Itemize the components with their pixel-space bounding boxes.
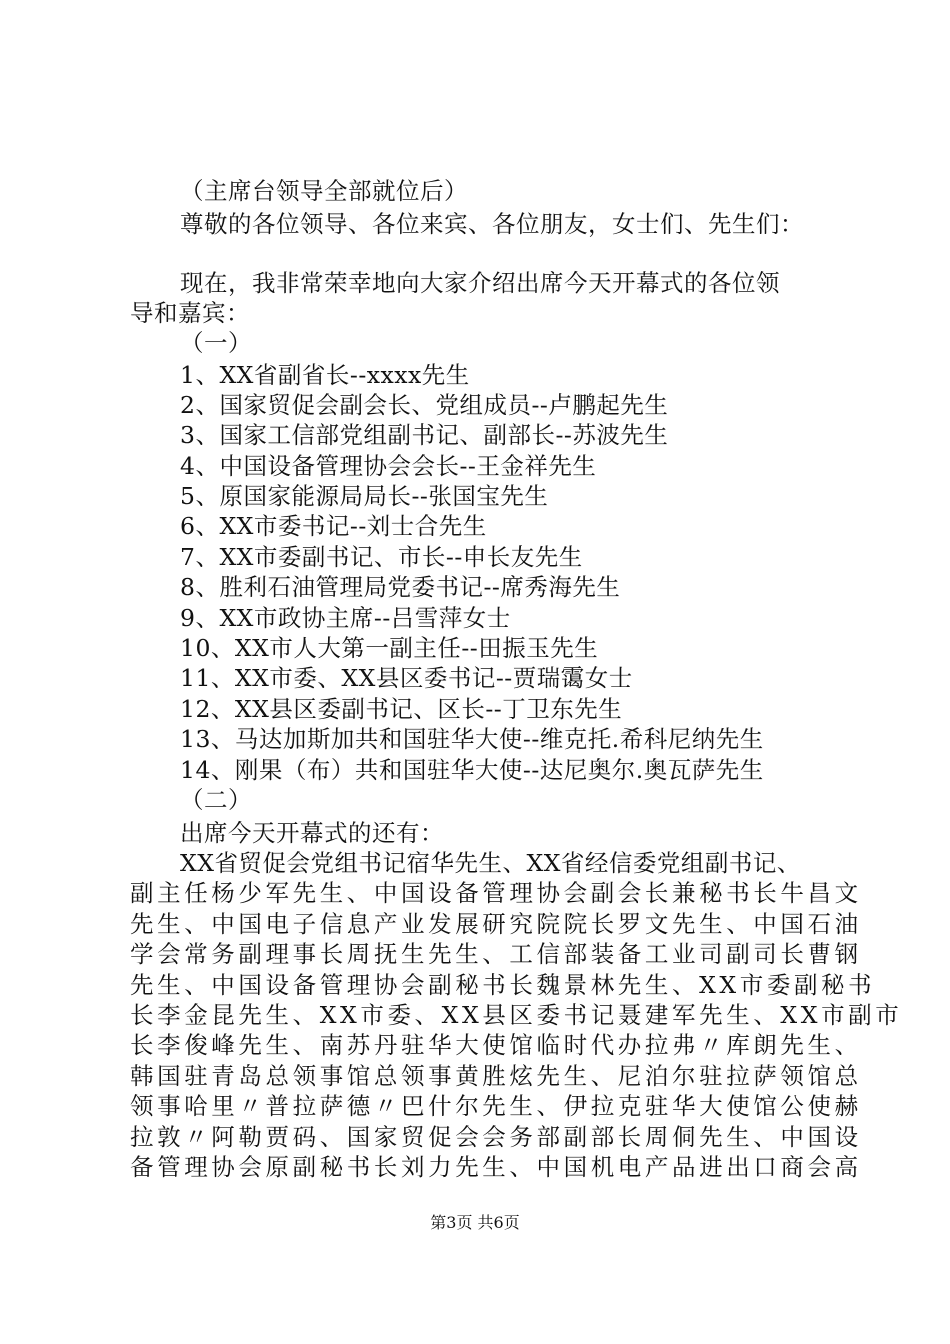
paragraph-line: 韩国驻青岛总领事馆总领事黄胜炫先生、尼泊尔驻拉萨领馆总 [130, 1062, 862, 1090]
guest-item: 8、胜利石油管理局党委书记--席秀海先生 [180, 573, 621, 601]
guest-item: 9、XX市政协主席--吕雪萍女士 [180, 604, 511, 632]
section-one-marker: （一） [180, 329, 252, 357]
guest-item: 1、XX省副省长--xxxx先生 [180, 361, 470, 389]
guest-item: 2、国家贸促会副会长、党组成员--卢鹏起先生 [180, 391, 669, 419]
paragraph-line: 拉敦〃阿勒贾码、国家贸促会会务部副部长周侗先生、中国设 [130, 1123, 862, 1151]
paragraph-line: 长李金昆先生、XX市委、XX县区委书记聂建军先生、XX市副市 [130, 1001, 903, 1029]
guest-item: 5、原国家能源局局长--张国宝先生 [180, 482, 549, 510]
guest-item: 6、XX市委书记--刘士合先生 [180, 512, 487, 540]
paragraph-line: 先生、中国电子信息产业发展研究院院长罗文先生、中国石油 [130, 910, 862, 938]
guest-item: 4、中国设备管理协会会长--王金祥先生 [180, 452, 597, 480]
page-footer: 第3页 共6页 [430, 1213, 520, 1232]
paragraph-line: 长李俊峰先生、南苏丹驻华大使馆临时代办拉弗〃库朗先生、 [130, 1031, 862, 1059]
paragraph-line: 备管理协会原副秘书长刘力先生、中国机电产品进出口商会高 [130, 1153, 862, 1181]
guest-item: 11、XX市委、XX县区委书记--贾瑞霭女士 [180, 664, 633, 692]
stage-note: （主席台领导全部就位后） [180, 177, 468, 205]
paragraph-line: 先生、中国设备管理协会副秘书长魏景林先生、XX市委副秘书 [130, 971, 876, 999]
guest-item: 7、XX市委副书记、市长--申长友先生 [180, 543, 583, 571]
guest-item: 12、XX县区委副书记、区长--丁卫东先生 [180, 695, 623, 723]
paragraph-line: 副主任杨少军先生、中国设备管理协会副会长兼秘书长牛昌文 [130, 879, 862, 907]
guest-item: 14、刚果（布）共和国驻华大使--达尼奥尔.奥瓦萨先生 [180, 756, 764, 784]
guest-item: 13、马达加斯加共和国驻华大使--维克托.希科尼纳先生 [180, 725, 764, 753]
intro-line-1: 现在，我非常荣幸地向大家介绍出席今天开幕式的各位领 [180, 269, 780, 297]
guest-item: 10、XX市人大第一副主任--田振玉先生 [180, 634, 599, 662]
also-attending-heading: 出席今天开幕式的还有： [180, 819, 444, 847]
paragraph-line: 学会常务副理事长周抚生先生、工信部装备工业司副司长曹钢 [130, 940, 862, 968]
paragraph-line: 领事哈里〃普拉萨德〃巴什尔先生、伊拉克驻华大使馆公使赫 [130, 1092, 862, 1120]
guest-item: 3、国家工信部党组副书记、副部长--苏波先生 [180, 421, 669, 449]
paragraph-line: XX省贸促会党组书记宿华先生、XX省经信委党组副书记、 [180, 849, 801, 877]
greeting: 尊敬的各位领导、各位来宾、各位朋友，女士们、先生们： [180, 210, 804, 238]
section-two-marker: （二） [180, 786, 252, 814]
intro-line-2: 导和嘉宾： [130, 299, 250, 327]
